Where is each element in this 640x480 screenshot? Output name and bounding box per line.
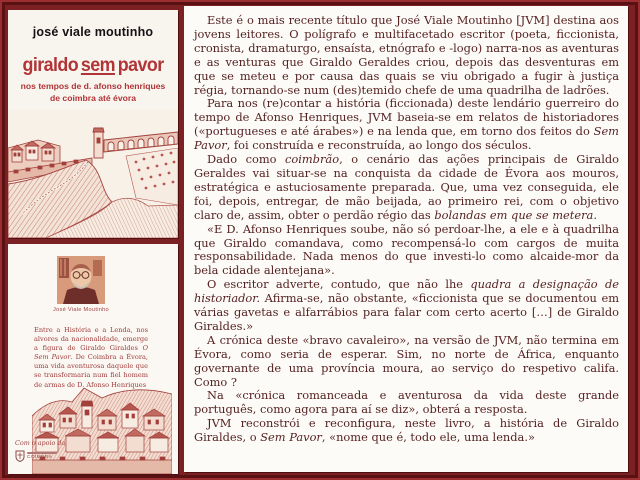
article-paragraph (194, 278, 619, 334)
book-front-cover (8, 10, 178, 238)
text-run: Na «crónica romanceada e aventurosa da vida deste grande português, como agora para aí se diz», obterá a resposta. (194, 388, 619, 417)
text-run: «E D. Afonso Henriques soube, não só perdoar-lhe, a ele e à quadrilha que Giraldo comandava, como recompensá-lo com cargos de muita responsabilidade. Nada menos do que investi-lo como alcaide-mor da bela cidade alentejana». (194, 221, 619, 278)
article-paragraph (194, 334, 619, 390)
text-run: A crónica deste «bravo cavaleiro», na versão de JVM, não termina em Évora, como seria de esperar. Sim, no norte de África, enquanto governante de uma província moura, ao serviço do respetivo califa. Como ? (194, 332, 619, 389)
article-paragraph (194, 153, 619, 223)
book-title-word3: pavor (117, 55, 164, 76)
article-paragraph (194, 389, 619, 417)
text-run: quadra a designação de historiador. (194, 277, 619, 306)
text-run: , foi construída e reconstruída, ao longo dos séculos. (226, 138, 532, 153)
book-subtitle-line2: de coimbra até évora (50, 92, 136, 103)
text-run: bolandas em que se metera (434, 207, 594, 222)
text-run: coimbrão (285, 152, 340, 167)
review-article (184, 6, 628, 472)
author-photo (57, 256, 105, 304)
book-title (8, 55, 178, 77)
book-subtitle-line1: nos tempos de d. afonso henriques (20, 81, 166, 91)
text-run: Sem Pavor (194, 124, 619, 153)
text-run: JVM reconstrói e reconfigura, neste livro, a história de Giraldo Giraldes, o (194, 416, 619, 445)
text-run: O escritor adverte, contudo, que não lhe (207, 277, 471, 292)
publisher-support (15, 439, 67, 462)
text-run: . (593, 207, 597, 222)
text-run: Para nos (re)contar a história (ficcionada) deste lendário guerreiro do tempo de Afonso Henriques, JVM baseia-se em relatos de historiadores («portugueses e até árabes») e na lenda que, em torno dos feitos do (194, 96, 619, 139)
support-line: Com o apoio da (15, 439, 66, 447)
article-text (194, 14, 619, 445)
article-paragraph (194, 14, 619, 97)
coimbra-logo (15, 450, 67, 462)
logo-small-print (27, 452, 57, 454)
author-photo-caption: José Viale Moutinho (53, 307, 109, 313)
book-back-cover (8, 244, 178, 474)
logo-text: COIMBRA (27, 455, 53, 460)
article-paragraph (194, 417, 619, 445)
text-run: , o cenário das ações principais de Giraldo Geraldes vai situar-se na conquista da cidade de Évora aos mouros, estratégica e astuciosamente preparada. Que, uma vez conseguida, ele foi, depois, entregar, de mão beijada, ao primeiro rei, com o objetivo claro de, assim, obter o perdão régio das (194, 152, 619, 222)
text-run: Entre a História e a Lenda, nos alvores da nacionalidade, emerge a figura de Giraldo Giraldes (34, 326, 148, 353)
text-run: Sem Pavor (260, 430, 322, 445)
text-run: Afirma-se, não obstante, «ficcionista que se documentou em várias gavetas e alfarrábios para falar com certo acerto […] de Giraldo Giraldes.» (194, 291, 619, 333)
article-paragraph (194, 97, 619, 153)
text-run: O Sem Pavor (34, 344, 148, 362)
city-aqueduct-engraving (8, 110, 178, 238)
book-title-word1: giraldo (22, 55, 79, 76)
cover-author-name: josé viale moutinho (32, 25, 154, 39)
text-run: , «nome que é, todo ele, uma lenda.» (321, 430, 535, 445)
book-subtitle (8, 81, 178, 104)
text-run: Este é o mais recente título que José Viale Moutinho [JVM] destina aos jovens leitores. O polígrafo e multifacetado escritor (poeta, ficcionista, cronista, dramaturgo, ensaísta, etnógrafo e -logo) narra-nos as aventuras e as venturas que Giraldo Geraldes criou, depois das desventuras em que se meteu e por causa das quais se viu obrigado a fugir à justiça régia, tornando-se num (des)temido chefe de uma quadrilha de ladrões. (194, 13, 619, 97)
text-run: Dado como (207, 152, 285, 167)
shield-icon (15, 450, 25, 462)
article-paragraph (194, 223, 619, 279)
text-run: . De Coimbra a Évora, uma vida aventurosa daquele que se transformaria num fiel homem de armas de D. Afonso Henriques (34, 353, 149, 389)
book-title-word2: sem (80, 55, 115, 76)
